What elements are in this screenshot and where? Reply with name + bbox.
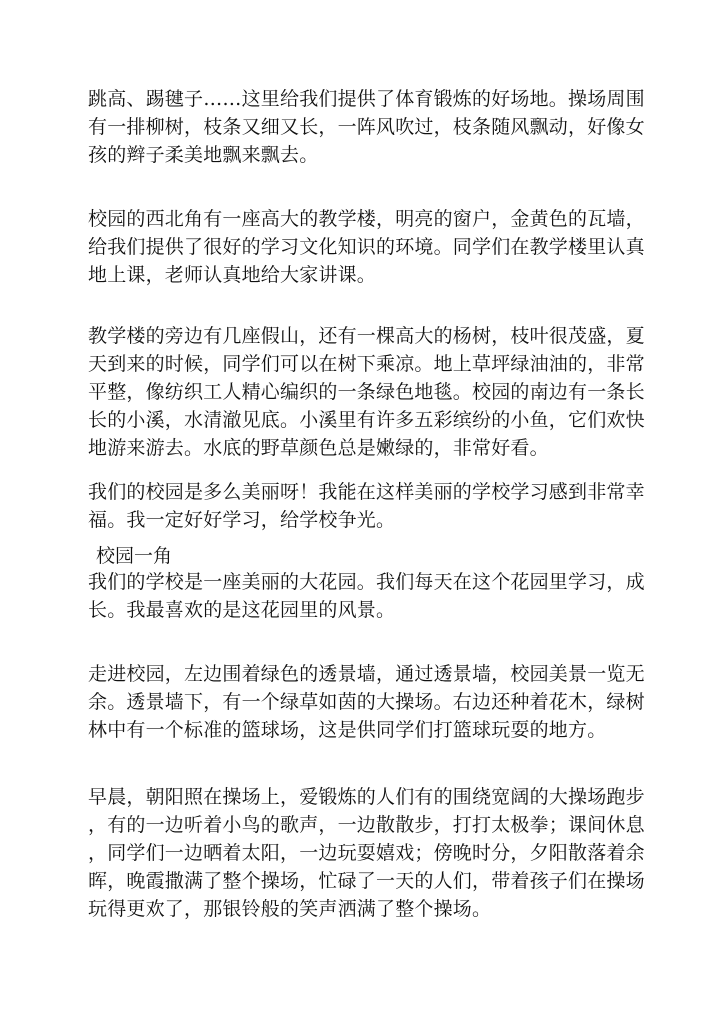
paragraph-rockery-and-stream — [88, 322, 645, 462]
paragraph-intro — [88, 568, 645, 624]
text-line: 长。我最喜欢的是这花园里的风景。 — [88, 599, 396, 621]
text-line: 玩得更欢了，那银铃般的笑声洒满了整个操场。 — [88, 898, 492, 920]
text-line: 长的小溪，水清澈见底。小溪里有许多五彩缤纷的小鱼，它们欢快 — [88, 409, 645, 431]
text-line: ，有的一边听着小鸟的歌声，一边散散步，打打太极拳；课间休息 — [88, 814, 645, 836]
text-line: 余。透景墙下，有一个绿草如茵的大操场。右边还种着花木，绿树 — [88, 691, 645, 713]
text-line: 林中有一个标准的篮球场，这是供同学们打篮球玩耍的地方。 — [88, 719, 607, 741]
text-line: 教学楼的旁边有几座假山，还有一棵高大的杨树，枝叶很茂盛，夏 — [88, 325, 645, 347]
text-line: 福。我一定好好学习，给学校争光。 — [88, 509, 396, 531]
text-line: 给我们提供了很好的学习文化知识的环境。同学们在教学楼里认真 — [88, 236, 645, 258]
text-line: 平整，像纺织工人精心编织的一条绿色地毯。校园的南边有一条长 — [88, 381, 645, 403]
text-line: 我们的学校是一座美丽的大花园。我们每天在这个花园里学习，成 — [88, 571, 645, 593]
paragraph-teaching-building — [88, 205, 645, 289]
text-line: 地游来游去。水底的野草颜色总是嫩绿的，非常好看。 — [88, 437, 549, 459]
text-line: 有一排柳树，枝条又细又长，一阵风吹过，枝条随风飘动，好像女 — [88, 116, 645, 138]
text-line: 走进校园，左边围着绿色的透景墙，通过透景墙，校园美景一览无 — [88, 663, 645, 685]
text-line: 我们的校园是多么美丽呀！我能在这样美丽的学校学习感到非常幸 — [88, 481, 645, 503]
essay-subtitle: 校园一角 — [96, 545, 173, 567]
text-line: 校园的西北角有一座高大的教学楼，明亮的窗户，金黄色的瓦墙， — [88, 208, 645, 230]
text-line: 跳高、踢毽子……这里给我们提供了体育锻炼的好场地。操场周围 — [88, 88, 645, 110]
paragraph-sports-field — [88, 85, 645, 169]
paragraph-conclusion — [88, 478, 645, 534]
text-line: 天到来的时候，同学们可以在树下乘凉。地上草坪绿油油的，非常 — [88, 353, 645, 375]
text-line: 早晨，朝阳照在操场上，爱锻炼的人们有的围绕宽阔的大操场跑步 — [88, 786, 645, 808]
text-line: 孩的辫子柔美地飘来飘去。 — [88, 144, 319, 166]
paragraph-morning-evening — [88, 783, 645, 923]
text-line: 晖，晚霞撒满了整个操场，忙碌了一天的人们，带着孩子们在操场 — [88, 870, 645, 892]
text-line: ，同学们一边晒着太阳，一边玩耍嬉戏；傍晚时分，夕阳散落着余 — [88, 842, 645, 864]
paragraph-entering-campus — [88, 660, 645, 744]
text-line: 地上课，老师认真地给大家讲课。 — [88, 264, 377, 286]
